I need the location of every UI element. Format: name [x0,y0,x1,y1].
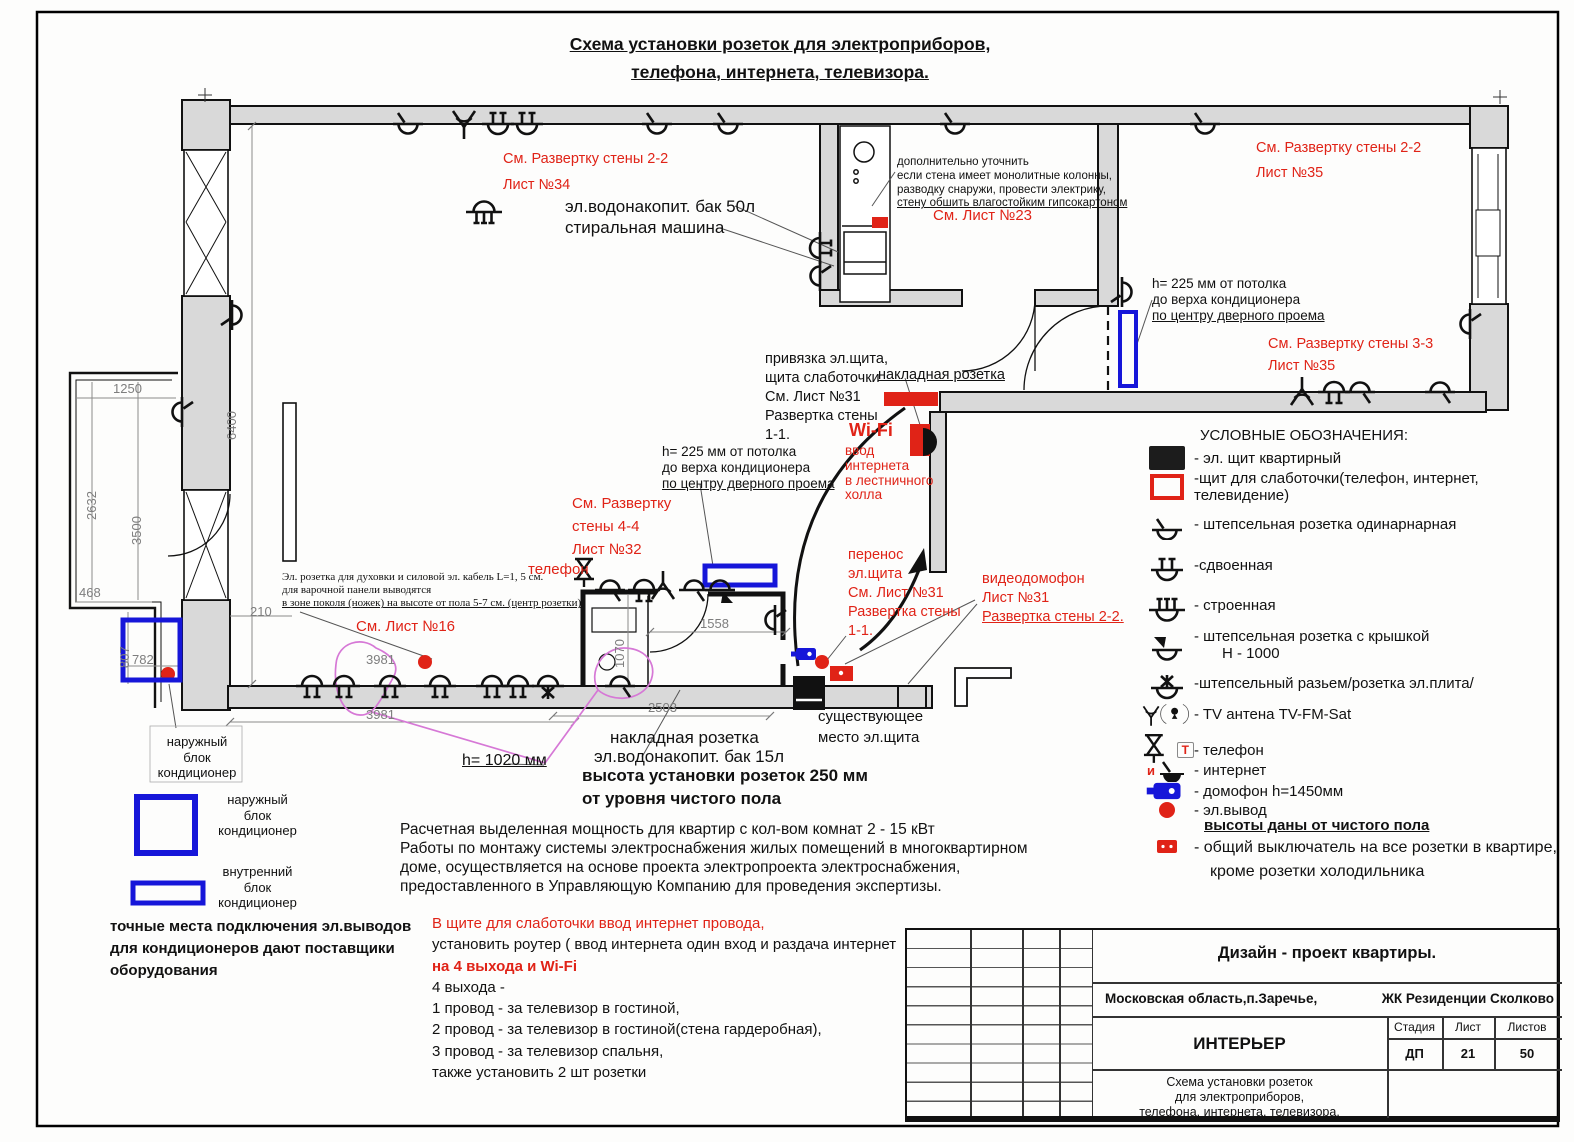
project-location: Московская область,п.Заречье, [1105,991,1318,1006]
note-line: h= 225 мм от потолка [1152,276,1287,291]
note-h1020 [462,752,547,770]
markers [123,217,1136,710]
legend [1140,424,1572,899]
legend-item-single-socket [1140,508,1456,540]
note-line: Wi-Fi [849,420,893,440]
stage-label: Стадия [1394,1020,1435,1034]
note-socket-height [582,764,868,810]
dim-label: 807 [117,646,132,668]
note-line: Лист №34 [503,177,571,193]
note-line: также установить 2 шт розетки [432,1064,647,1082]
label-line: наружный [227,792,288,807]
label-line: блок [243,879,272,895]
note-line: См. Лист №31 [848,585,944,601]
legend-label: - строенная [1194,596,1276,614]
legend-label: - TV антена TV-FM-Sat [1194,705,1352,723]
surface-socket-marker [884,392,938,406]
title-line: телефона, интернета, телевизора. [631,62,929,82]
note-line: на 4 выхода и Wi-Fi [432,957,577,975]
legend-header [1200,426,1408,445]
drawing-name-line: для электроприборов, [1174,1090,1305,1104]
note-sheet16 [356,617,455,636]
note-line: См. Развертку стены 2-2 [1256,140,1422,156]
dim-label: 1250 [113,381,142,396]
note-surface-socket-2 [594,728,784,766]
note-line: Развертка стены 2-2. [982,609,1124,625]
outlet-dot [815,655,829,669]
outlet-icon [1140,800,1194,820]
note-precise-places [110,916,411,982]
legend-label: - эл.вывод [1194,801,1267,819]
label-line: кондиционер [218,895,297,910]
note-line: дополнительно уточнить [897,156,1029,168]
legend-item-apartment-panel [1140,444,1341,472]
note-wall-3-3-sheet35 [1268,333,1433,377]
note-line: щита слаботочки [765,370,880,386]
note-line: 1-1. [765,427,790,443]
note-line: предоставленного в Управляющую Компанию для проведения экспертизы. [400,878,942,895]
project-title: Дизайн - проект квартиры. [1217,944,1437,962]
lowcurrent-panel-icon [1140,473,1194,501]
note-line: до верха кондиционера [1152,292,1301,307]
single-socket-icon [1140,508,1194,540]
title-line: Схема установки розеток для электроприборов, [569,34,991,54]
note-existing-shield [818,706,923,749]
note-line: См. Развертку [572,495,672,512]
dim-label: 3981 [366,707,395,722]
note-line: перенос [848,547,904,563]
legend-item-covered-socket [1140,628,1429,662]
note-line: наружный [166,734,228,749]
dim-label: 2632 [84,491,99,520]
legend-label [1194,628,1429,662]
legend-label-line: кроме розетки холодильника [1210,863,1425,880]
note-wall-clarify [897,156,1127,211]
note-line: эл.водонакопит. бак 15л [594,747,785,766]
note-wifi [849,420,893,441]
electrical-shield [793,676,825,710]
note-router [432,913,896,1083]
stage-value: ДП [1405,1046,1424,1061]
note-line: высота установки розеток 250 мм [582,766,868,785]
note-line: холла [845,487,883,503]
note-line: См. Лист №16 [356,618,456,635]
note-line: видеодомофон [982,571,1085,587]
note-line: для кондиционеров дают поставщики [110,940,395,957]
dim-label: 1558 [700,616,729,631]
note-line: Развертка стены [848,604,961,620]
note-line: См. Развертку стены 3-3 [1268,336,1434,352]
legend-heights-note [1204,816,1429,835]
note-line: h= 1020 мм [462,752,547,769]
note-line: существующее [818,708,924,725]
legend-header-text: УСЛОВНЫЕ ОБОЗНАЧЕНИЯ: [1200,427,1409,444]
indoor-ac-unit [1120,312,1136,386]
note-line: 2 провод - за телевизор в гостиной(стена гардеробная), [432,1021,822,1039]
dim-label: 1070 [612,639,627,668]
dim-label: 210 [250,604,272,619]
note-line: стиральная машина [565,218,725,237]
note-line: в зоне поколя (ножек) на высоте от пола 5-7 см. (центр розетки) [282,597,582,610]
note-line: Лист №35 [1256,165,1324,181]
legend-item-intercom [1140,780,1343,802]
legend-label-line: - общий выключатель на все розетки в квартире, [1194,839,1557,856]
outdoor-ac-legend-icon [137,797,195,853]
note-wall-2-2-sheet35 [1256,136,1421,186]
legend-label-line: -щит для слаботочки(телефон, интернет, [1194,470,1479,487]
note-line: в лестничного [845,472,934,488]
dim-label: 3981 [366,652,395,667]
doors [168,298,1108,666]
washing-machine [840,126,890,302]
note-line: Эл. розетка для духовки и силовой эл. кабель L=1, 5 см. [282,571,544,583]
note-line: Развертка стены [765,408,878,424]
note-line: 4 выхода - [432,978,505,996]
note-line: накладная розетка [878,367,1005,383]
legend-label [1194,836,1557,884]
note-line: См. Лист №23 [933,207,1033,224]
legend-label: - телефон [1194,741,1264,759]
note-line: 1 провод - за телевизор в гостиной, [432,1000,680,1018]
note-line: стену обшить влагостойким гипсокартоном [897,197,1128,210]
intercom-icon [1140,780,1194,802]
note-line: по центру дверного проема [662,476,835,491]
note-line: по центру дверного проема [1152,308,1325,323]
wall-stubs [955,668,1011,706]
drawing-name-line: Схема установки розеток [1166,1075,1313,1089]
internet-icon [1140,758,1194,782]
sheets-label: Листов [1507,1020,1547,1034]
dim-label: 6400 [224,411,239,440]
legend-item-lowcurrent-panel [1140,470,1479,504]
note-line: h= 225 мм от потолка [662,444,797,459]
outdoor-ac-legend-label [205,792,310,839]
note-line: разводку снаружи, провести электрику, [897,183,1106,196]
note-line: для варочной панели выводятся [282,584,432,597]
note-outdoor-ac [152,734,242,781]
note-line: стены 4-4 [572,518,640,535]
note-surface-socket [878,366,1005,385]
label-line: внутренний [222,864,293,879]
note-line: оборудования [110,962,218,979]
legend-label-line: - штепсельная розетка с крышкой [1194,628,1430,645]
legend-label-line: Н - 1000 [1222,645,1280,662]
note-wall-4-4-sheet32 [572,492,671,561]
note-line: ввод [845,443,875,458]
outlet-dot [418,655,432,669]
legend-item-double-socket [1140,548,1273,582]
note-line: См. Лист №31 [765,389,861,405]
triple-socket-icon [1140,588,1194,622]
dim-label: 468 [79,585,101,600]
label-line: блок [243,807,272,823]
title-block [905,928,1560,1122]
note-line: блок [183,749,211,765]
note-line: если стена имеет монолитные колонны, [897,169,1113,182]
note-line: 3 провод - за телевизор спальня, [432,1042,664,1060]
legend-label: - штепсельная розетка одинарнарная [1194,515,1457,533]
note-line: В щите для слаботочки ввод интернет провода, [432,915,765,932]
note-line: до верха кондиционера [662,460,811,475]
legend-label: -сдвоенная [1194,556,1273,574]
indoor-ac-legend-icon [133,883,203,903]
legend-label: - домофон h=1450мм [1194,782,1344,800]
note-line: Расчетная выделенная мощность для квартир с кол-вом комнат 2 - 15 кВт [400,821,935,838]
note-line: эл.щита [848,566,903,582]
note-shield-transfer [848,546,961,641]
legend-label: - эл. щит квартирный [1194,449,1342,467]
note-line: от уровня чистого пола [582,789,782,808]
legend-label: -штепсельный разьем/розетка эл.плита/ [1194,674,1474,692]
drawing-name [1092,1075,1387,1120]
note-line: эл.водонакопит. бак 50л [565,197,756,216]
department-name: ИНТЕРЬЕР [1193,1034,1286,1053]
note-line: привязка эл.щита, [765,351,888,367]
label-line: кондиционер [218,823,297,838]
legend-label [1194,470,1479,504]
legend-label: высоты даны от чистого пола [1204,817,1430,834]
note-line: 1-1. [848,623,873,639]
dim-label: 782 [132,652,154,667]
drawing-name-line: телефона, интернета, телевизора. [1139,1105,1340,1119]
internet-prefix: и [1147,762,1155,778]
drawing-title [480,30,1080,86]
project-complex: ЖК Резиденции Сколково [1381,991,1554,1006]
note-boiler-50l [565,196,755,238]
note-line: Лист №32 [572,541,642,558]
note-line: доме, осуществляется на основе проекта электропроекта электроснабжения, [400,859,961,876]
legend-label-line: телевидение) [1194,487,1290,504]
title-block-grid [907,930,1093,1116]
note-sheet23 [933,206,1032,225]
note-line: установить роутер ( ввод интернета один вход и раздача интернет [432,936,897,954]
dim-label: 2503 [648,700,677,715]
main-switch-icon [1140,836,1194,854]
sheet-label: Лист [1454,1020,1482,1034]
phone-badge: Т [1177,742,1194,758]
note-internet-entry [845,444,933,503]
note-ac-height-right [1152,276,1325,324]
indoor-ac-legend-label [205,864,310,911]
sheets-value: 50 [1519,1046,1535,1061]
note-line: интернета [845,457,910,473]
note-line: Работы по монтажу системы электроснабжения жилых помещений в многоквартирном [400,840,1028,857]
note-line: Лист №35 [1268,358,1336,374]
sheet-value: 21 [1460,1046,1476,1061]
legend-item-triple-socket [1140,588,1276,622]
legend-item-internet [1140,758,1266,782]
note-line: место эл.щита [818,729,920,747]
double-socket-icon [1140,548,1194,582]
note-line: Лист №31 [982,590,1050,606]
legend-item-main-switch [1140,836,1557,884]
note-power [400,820,1028,896]
note-line: См. Развертку стены 2-2 [503,151,669,167]
note-wall-2-2-sheet34 [503,146,668,198]
note-line: телефон [528,561,589,578]
dim-label: 3500 [129,516,144,545]
covered-socket-icon [1140,628,1194,662]
note-oven-socket [282,571,581,611]
note-line: точные места подключения эл.выводов [110,918,412,935]
note-videophone [982,570,1124,627]
note-ac-height-kitchen [662,444,835,492]
apartment-panel-icon [1140,444,1194,472]
note-line: накладная розетка [610,728,759,747]
note-line: кондиционер [157,765,237,780]
legend-label: - интернет [1194,761,1267,779]
